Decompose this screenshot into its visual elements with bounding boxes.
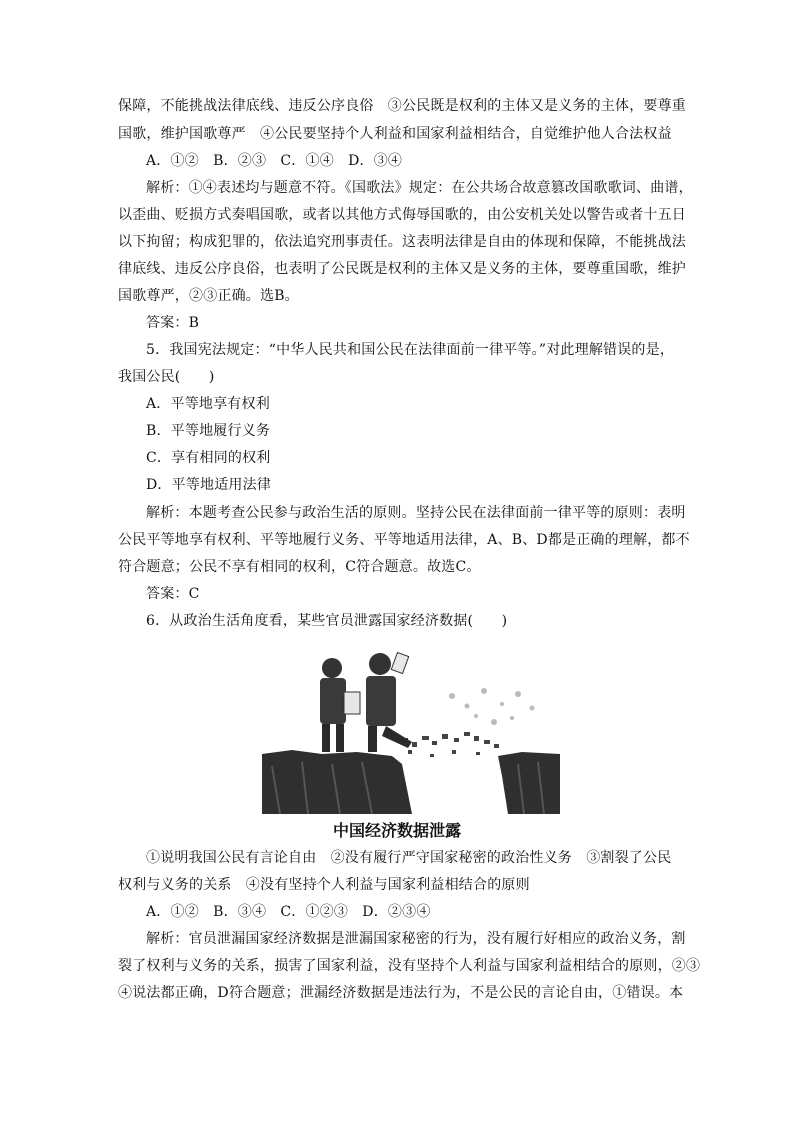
analysis-line: 以歪曲、贬损方式奏唱国歌，或者以其他方式侮辱国歌的，由公安机关处以警告或者十五日: [118, 207, 686, 223]
text-line: 国歌，维护国歌尊严 ④公民要坚持个人利益和国家利益相结合，自觉维护他人合法权益: [118, 126, 672, 142]
answer-line: 答案：B: [146, 315, 200, 331]
text-line: 保障，不能挑战法律底线、违反公序良俗 ③公民既是权利的主体又是义务的主体，要尊重: [118, 98, 686, 114]
analysis-line: 解析：官员泄漏国家经济数据是泄漏国家秘密的行为，没有履行好相应的政治义务，割: [146, 931, 686, 947]
analysis-line: 律底线、违反公序良俗，也表明了公民既是权利的主体又是义务的主体，要尊重国歌，维护: [118, 261, 686, 277]
option-b: B．平等地履行义务: [146, 423, 271, 439]
analysis-line: ④说法都正确，D符合题意；泄漏经济数据是违法行为，不是公民的言论自由，①错误。本: [118, 985, 684, 1001]
analysis-line: 解析：①④表述均与题意不符。《国歌法》规定：在公共场合故意篡改国歌歌词、曲谱，: [146, 180, 693, 196]
analysis-line: 公民平等地享有权利、平等地履行义务、平等地适用法律，A、B、D都是正确的理解，都不: [118, 532, 690, 548]
analysis-line: 以下拘留；构成犯罪的，依法追究刑事责任。这表明法律是自由的体现和保障，不能挑战法: [118, 234, 686, 250]
statement-line: ①说明我国公民有言论自由 ②没有履行严守国家秘密的政治性义务 ③割裂了公民: [146, 850, 672, 866]
question-stem: 我国公民( ): [118, 369, 215, 385]
analysis-line: 裂了权利与义务的关系，损害了国家利益，没有坚持个人利益与国家利益相结合的原则，②③: [118, 958, 701, 974]
option-c: C．享有相同的权利: [146, 450, 271, 466]
analysis-line: 国歌尊严，②③正确。选B。: [118, 288, 299, 304]
question-stem: 6．从政治生活角度看，某些官员泄露国家经济数据( ): [146, 613, 508, 629]
analysis-line: 符合题意；公民不享有相同的权利，C符合题意。故选C。: [118, 559, 481, 575]
analysis-line: 解析：本题考查公民参与政治生活的原则。坚持公民在法律面前一律平等的原则：表明: [146, 505, 686, 521]
option-d: D．平等地适用法律: [146, 477, 272, 493]
question-stem: 5．我国宪法规定：“中华人民共和国公民在法律面前一律平等。”对此理解错误的是，: [146, 342, 675, 358]
statement-line: 权利与义务的关系 ④没有坚持个人利益与国家利益相结合的原则: [118, 877, 530, 893]
options-line: A．①② B．②③ C．①④ D．③④: [146, 153, 403, 169]
cartoon-image: [262, 646, 560, 814]
image-caption: 中国经济数据泄露: [332, 821, 461, 840]
option-a: A．平等地享有权利: [146, 396, 270, 412]
options-line: A．①② B．③④ C．①②③ D．②③④: [146, 904, 431, 920]
answer-line: 答案：C: [146, 586, 200, 602]
